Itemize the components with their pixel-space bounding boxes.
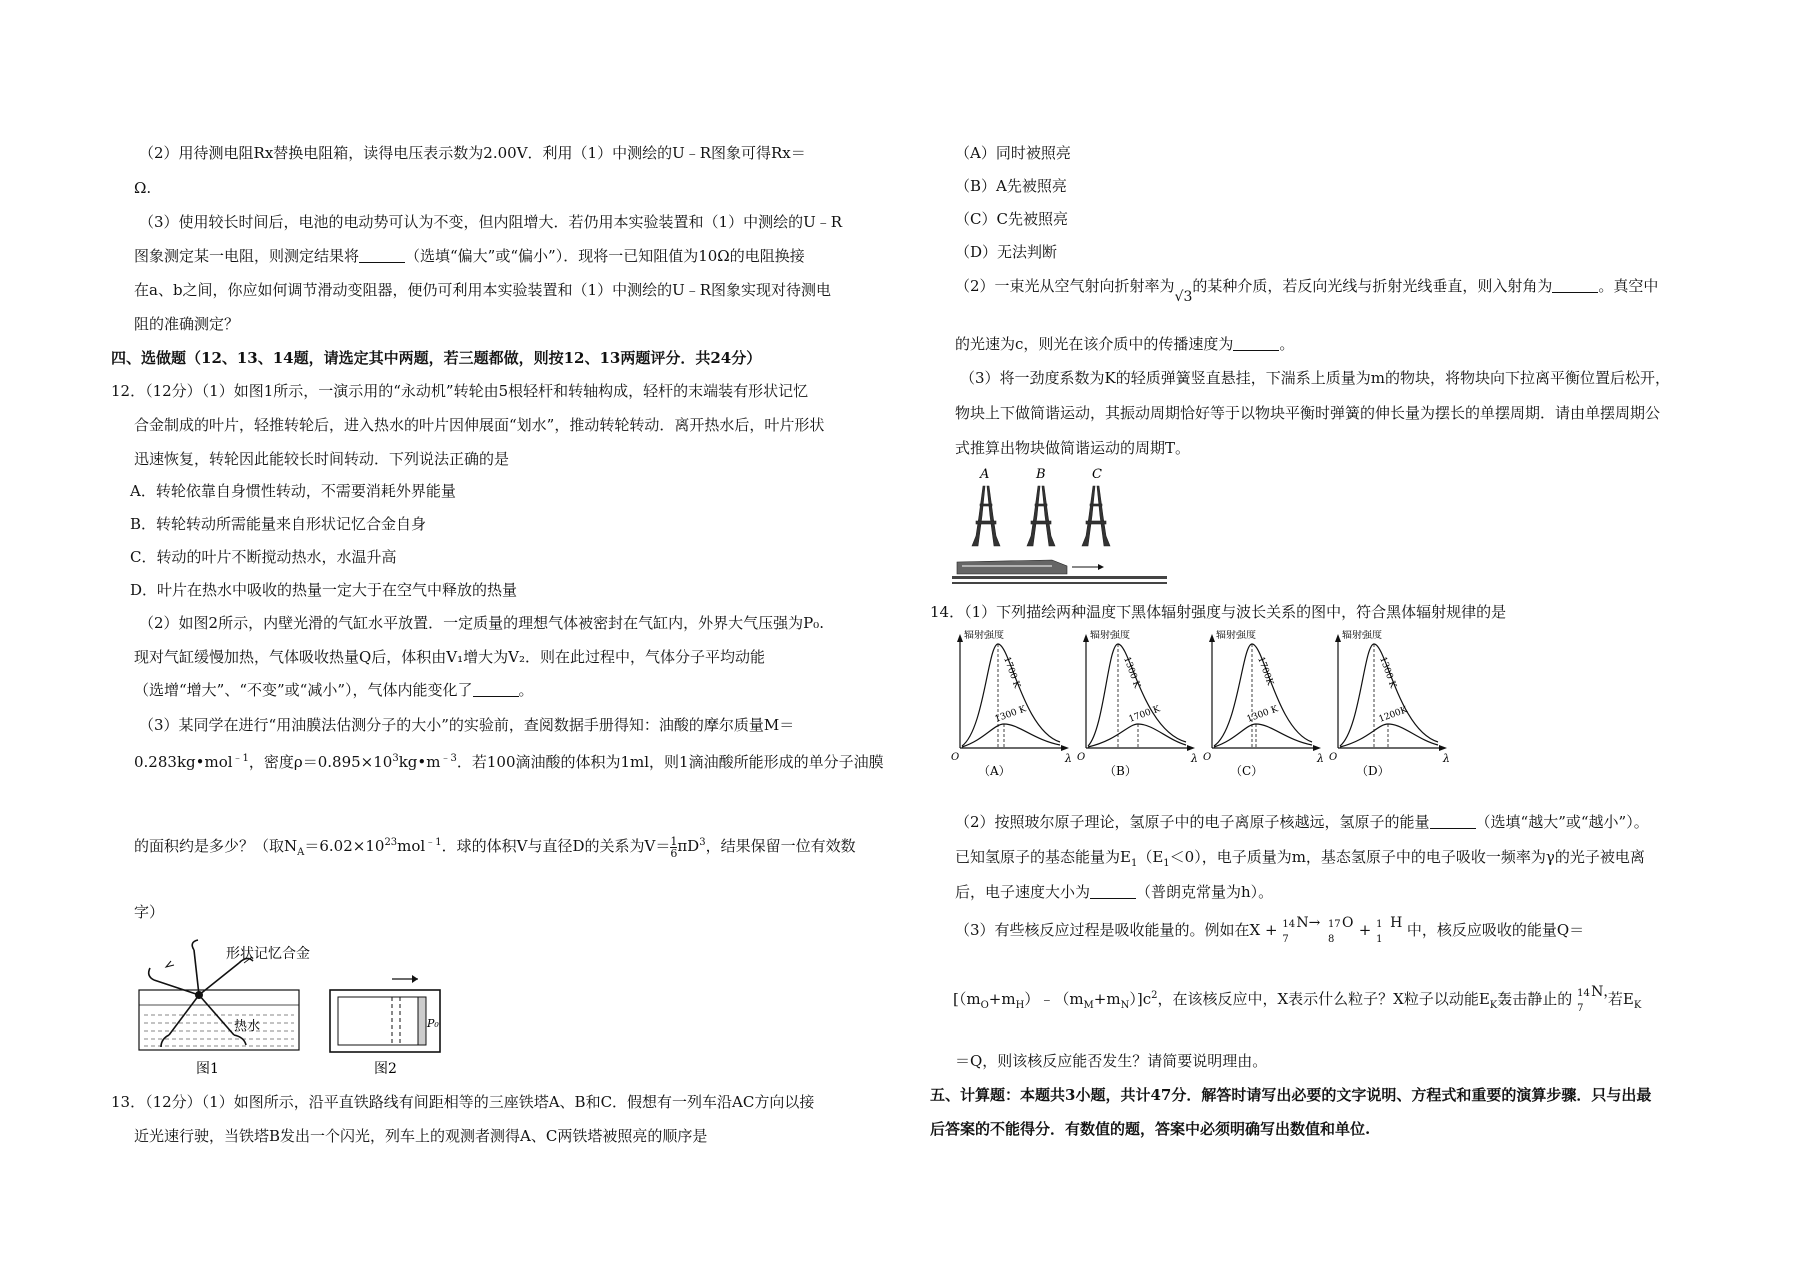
text: 后，电子速度大小为 — [955, 883, 1091, 901]
answer-blank — [1090, 884, 1136, 899]
sub: M — [1083, 1000, 1094, 1011]
q14-part3-line1 — [955, 915, 1585, 945]
q11-part3-line3: 在a、b之间，你应如何调节滑动变阻器，便仍可利用本实验装置和（1）中测绘的U﹣R图象实现对待测电 — [134, 281, 832, 299]
text: ，在该核反应中，X表示什么粒子？X粒子以动能E — [1157, 990, 1490, 1008]
symbol: N， — [1591, 984, 1618, 1000]
x-arrow — [1439, 745, 1447, 751]
graph-lo-label: 1200K — [1377, 705, 1409, 725]
x-arrow — [1313, 745, 1321, 751]
symbol: N→ — [1296, 915, 1321, 931]
q13-line2: 近光速行驶，当铁塔B发出一个闪光，列车上的观测者测得A、C两铁塔被照亮的顺序是 — [134, 1127, 708, 1145]
graph-hi-label: 1300 K — [1377, 655, 1398, 690]
q13-option-a: （A）同时被照亮 — [955, 144, 1071, 162]
graph-ylabel: 辐射强度 — [1216, 630, 1256, 641]
hydrogen-1 — [1376, 915, 1403, 945]
text: 已知氢原子的基态能量为E — [955, 848, 1131, 866]
graph-xlabel: λ — [1317, 752, 1324, 765]
q12-part2-line2: 现对气缸缓慢加热，气体吸收热量Q后，体积由V₁增大为V₂．则在此过程中，气体分子平均动能 — [134, 648, 765, 666]
graph-xlabel: λ — [1443, 752, 1450, 765]
section-4-heading: 四、选做题（12、13、14题，请选定其中两题，若三题都做，则按12、13两题评分．共24分） — [111, 349, 762, 367]
q14-part2-line3 — [955, 882, 1273, 902]
blackbody-graphs — [950, 630, 1490, 778]
sup: ﹣3 — [440, 753, 457, 764]
graph-ylabel: 辐射强度 — [1090, 630, 1130, 641]
q13-part2-line1 — [955, 276, 1658, 307]
text: ，结果保留一位有效数 — [705, 837, 856, 855]
graph-origin: O — [951, 752, 960, 763]
tower-c-label: C — [1092, 467, 1102, 482]
q12-part3-line2 — [134, 749, 884, 772]
text: 的光速为c，则光在该介质中的传播速度为 — [955, 335, 1234, 353]
figure-1-caption: 图1 — [196, 1061, 219, 1077]
curve-high — [1340, 644, 1438, 746]
q12-part3-line1: （3）某同学在进行“用油膜法估测分子的大小”的实验前，查阅数据手册得知：油酸的摩尔质量M＝ — [139, 716, 795, 734]
q14-part2-line1 — [955, 812, 1649, 832]
text: ．球的体积V与直径D的关系为V — [441, 837, 656, 855]
train-icon — [952, 560, 1167, 584]
towers-train-figure — [952, 466, 1172, 591]
graph-d — [1329, 630, 1450, 778]
sub: 1 — [1130, 858, 1138, 869]
denominator: 6 — [670, 847, 678, 860]
q13-line1: 13．（12分）（1）如图所示，沿平直铁路线有间距相等的三座铁塔A、B和C．假想有一列车沿AC方向以接 — [111, 1093, 815, 1111]
text: [（m — [953, 990, 981, 1008]
y-arrow — [1335, 634, 1341, 642]
sub: H — [1015, 1000, 1025, 1011]
q14-part3-line2 — [953, 986, 1641, 1016]
q13-option-d: （D）无法判断 — [955, 243, 1058, 261]
text: 。 — [1279, 335, 1295, 353]
figure-2-caption: 图2 — [374, 1061, 397, 1077]
fig1-alloy-label: 形状记忆合金 — [226, 946, 310, 962]
figure-1-wheel-diagram — [139, 940, 310, 1077]
sup: ﹣1 — [425, 837, 442, 848]
sub: A — [297, 847, 305, 858]
q11-part3-line2 — [134, 246, 805, 266]
y-arrow — [957, 634, 963, 642]
q12-option-c: C．转动的叶片不断搅动热水，水温升高 — [130, 548, 397, 566]
section-5-heading-line1: 五、计算题：本题共3小题，共计47分．解答时请写出必要的文字说明、方程式和重要的演算步骤．只与出最 — [930, 1086, 1652, 1104]
graph-c — [1203, 630, 1324, 778]
sup: 23 — [384, 837, 398, 848]
plus: + — [1265, 921, 1278, 939]
text: ，密度ρ＝0.895×10 — [248, 753, 393, 771]
figure-2-cylinder-diagram — [330, 975, 440, 1077]
section-5-heading-line2: 后答案的不能得分．有数值的题，答案中必须明确写出数值和单位. — [930, 1120, 1371, 1138]
x-arrow — [1187, 745, 1195, 751]
figure-1-and-2 — [134, 935, 454, 1085]
sup: 3 — [699, 837, 706, 848]
q13-part3-line3: 式推算出物块做简谐运动的周期T。 — [955, 439, 1191, 457]
q12-option-b: B．转轮转动所需能量来自形状记忆合金自身 — [130, 515, 427, 533]
text: 轰击静止的 — [1497, 990, 1573, 1008]
q12-line3: 迅速恢复，转轮因此能较长时间转动．下列说法正确的是 — [134, 450, 510, 468]
sqrt-3: √3 — [1174, 289, 1193, 305]
curve-low — [1214, 724, 1312, 747]
text: ）]c — [1129, 990, 1152, 1008]
answer-blank — [1233, 336, 1279, 351]
graph-xlabel: λ — [1065, 752, 1072, 765]
text: 中，核反应吸收的能量Q＝ — [1406, 921, 1585, 939]
graph-hi-label: 1700 K — [1001, 655, 1022, 690]
q12-part3-line3 — [134, 833, 856, 863]
text: +m — [1093, 990, 1121, 1008]
graph-hi-label: 1300 K — [1121, 655, 1142, 690]
sup: 2 — [1151, 990, 1158, 1001]
symbol: H — [1390, 915, 1403, 931]
sup: ﹣1 — [232, 753, 249, 764]
q11-part3-line1: （3）使用较长时间后，电池的电动势可认为不变，但内阻增大．若仍用本实验装置和（1）中测绘的U﹣R — [139, 213, 843, 231]
graph-caption: （C） — [1230, 764, 1264, 778]
q12-option-a: A．转轮依靠自身惯性转动，不需要消耗外界能量 — [130, 482, 456, 500]
text: 的某种介质，若反向光线与折射光线垂直，则入射角为 — [1192, 277, 1553, 295]
nitrogen-14 — [1282, 915, 1321, 945]
curve-low — [962, 724, 1060, 747]
q14-part3-line3: ＝Q，则该核反应能否发生？请简要说明理由。 — [955, 1052, 1268, 1070]
sup: 3 — [392, 753, 399, 764]
q14-line1: 14．（1）下列描绘两种温度下黑体辐射强度与波长关系的图中，符合黑体辐射规律的是 — [930, 603, 1507, 621]
tower-c-icon — [1082, 486, 1110, 546]
q12-part2-line3 — [134, 680, 534, 700]
fig1-water-label: 热水 — [234, 1019, 261, 1034]
text: 的面积约是多少？（取N — [134, 837, 298, 855]
tower-b-label: B — [1036, 467, 1046, 482]
graph-origin: O — [1077, 752, 1086, 763]
text: （E — [1137, 848, 1164, 866]
text: πD — [677, 837, 700, 855]
q13-option-b: （B）A先被照亮 — [955, 177, 1067, 195]
mass-number: 17 — [1327, 919, 1341, 930]
atomic-number: 7 — [1577, 1003, 1584, 1014]
text: ＝6.02×10 — [304, 837, 385, 855]
graph-ylabel: 辐射强度 — [964, 630, 1004, 641]
numerator: 1 — [670, 835, 678, 848]
text: （3）有些核反应过程是吸收能量的。例如在X — [955, 921, 1261, 939]
tower-a-label: A — [980, 467, 990, 482]
sub: N — [1120, 1000, 1130, 1011]
graph-ylabel: 辐射强度 — [1342, 630, 1382, 641]
sub: O — [980, 1000, 989, 1011]
mass-number: 14 — [1577, 988, 1590, 999]
mass-number: 1 — [1376, 919, 1383, 930]
text: （2）按照玻尔原子理论，氢原子中的电子离原子核越远，氢原子的能量 — [955, 813, 1430, 831]
text: （普朗克常量为h）。 — [1136, 883, 1274, 901]
text: kg•m — [398, 753, 441, 771]
answer-blank — [359, 248, 405, 263]
answer-blank — [1430, 814, 1476, 829]
text: ＜0），电子质量为m，基态氢原子中的电子吸收一频率为γ的光子被电离 — [1169, 848, 1645, 866]
graph-a — [951, 630, 1072, 778]
q13-part2-line2 — [955, 334, 1294, 354]
text: mol — [397, 837, 426, 855]
y-arrow — [1209, 634, 1215, 642]
text: 。真空中 — [1598, 277, 1659, 295]
text: 0.283kg•mol — [134, 753, 233, 771]
curve-low — [1340, 724, 1438, 747]
plus: + — [1358, 921, 1372, 939]
graph-lo-label: 1300 K — [1245, 704, 1280, 725]
q12-part2-line1: （2）如图2所示，内壁光滑的气缸水平放置．一定质量的理想气体被密封在气缸内，外界大气压强为P₀. — [139, 614, 824, 632]
curve-low — [1088, 724, 1186, 747]
q12-part3-line4: 字） — [134, 903, 165, 921]
nitrogen-14-target — [1577, 984, 1618, 1014]
graph-lo-label: 1300 K — [993, 704, 1028, 725]
text: 若E — [1607, 990, 1634, 1008]
atomic-number: 1 — [1376, 934, 1383, 945]
text: ＝ — [655, 837, 671, 855]
q13-part3-line1: （3）将一劲度系数为K的轻质弹簧竖直悬挂，下湍系上质量为m的物块，将物块向下拉离平衡位置后松开， — [960, 369, 1670, 387]
symbol: O — [1341, 915, 1354, 931]
q12-option-d: D．叶片在热水中吸收的热量一定大于在空气中释放的热量 — [130, 581, 518, 599]
graph-caption: （B） — [1104, 764, 1137, 778]
atomic-number: 7 — [1282, 934, 1289, 945]
q11-part3-line4: 阻的准确测定？ — [134, 315, 240, 333]
graph-lo-label: 1700 K — [1127, 704, 1162, 725]
graph-origin: O — [1329, 752, 1338, 763]
q12-line2: 合金制成的叶片，轻推转轮后，进入热水的叶片因伸展面“划水”，推动转轮转动．离开热水后，叶片形状 — [134, 416, 825, 434]
graph-hi-label: 1700K — [1255, 655, 1275, 687]
atomic-number: 8 — [1327, 934, 1335, 945]
tower-a-icon — [972, 486, 1000, 546]
graph-origin: O — [1203, 752, 1212, 763]
y-arrow — [1083, 634, 1089, 642]
text: （选填“越大”或“越小”）。 — [1475, 813, 1649, 831]
text: +m — [988, 990, 1016, 1008]
text: 图象测定某一电阻，则测定结果将 — [134, 247, 360, 265]
text: ．若100滴油酸的体积为1ml，则1滴油酸所能形成的单分子油膜 — [456, 753, 884, 771]
fig2-p0-label: P₀ — [427, 1017, 439, 1030]
curve-high — [1088, 644, 1186, 746]
text: （选增“增大”、“不变”或“减小”），气体内能变化了 — [134, 681, 473, 699]
q12-line1: 12．（12分）（1）如图1所示，一演示用的“永动机”转轮由5根轻杆和转轴构成，轻杆的末端装有形状记忆 — [111, 382, 809, 400]
graph-caption: （A） — [978, 764, 1011, 778]
q13-part3-line2: 物块上下做简谐运动，其振动周期恰好等于以物块平衡时弹簧的伸长量为摆长的单摆周期．请由单摆周期公 — [955, 404, 1661, 422]
mass-number: 14 — [1282, 919, 1296, 930]
graph-caption: （D） — [1356, 764, 1390, 778]
text: （2）一束光从空气射向折射率为 — [955, 277, 1175, 295]
q11-part2-line1: （2）用待测电阻Rx替换电阻箱，读得电压表示数为2.00V．利用（1）中测绘的U﹣R图象可得Rx＝ — [139, 144, 806, 162]
text: ）﹣（m — [1024, 990, 1084, 1008]
x-arrow — [1061, 745, 1069, 751]
text: （选填“偏大”或“偏小”）．现将一已知阻值为10Ω的电阻换接 — [405, 247, 805, 265]
sub: K — [1489, 1000, 1498, 1011]
oxygen-17 — [1327, 915, 1354, 945]
sub: K — [1633, 1000, 1642, 1011]
q13-option-c: （C）C先被照亮 — [955, 210, 1068, 228]
q14-part2-line2 — [955, 847, 1645, 874]
answer-blank — [1552, 278, 1598, 293]
sub: 1 — [1163, 858, 1170, 869]
graph-xlabel: λ — [1191, 752, 1198, 765]
tower-b-icon — [1027, 486, 1055, 546]
answer-blank — [473, 682, 519, 697]
text: 。 — [518, 681, 534, 699]
q11-part2-line2: Ω. — [134, 179, 152, 197]
graph-b — [1077, 630, 1198, 778]
